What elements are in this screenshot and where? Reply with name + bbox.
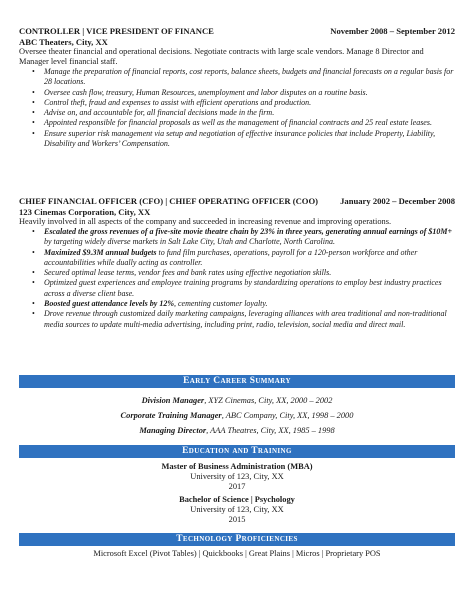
job-company: 123 Cinemas Corporation, City, XX [19,207,151,217]
bullet-text: Control theft, fraud and expenses to assist with efficient operations and production. [44,97,312,107]
job-bullet [44,248,455,269]
degree-year: 2015 [228,515,246,524]
career-role: Corporate Training Manager [120,411,222,420]
bullet-text: Optimized guest experiences and employee training programs by standardizing operations to employ best industry practices across a diverse client base. [44,278,442,298]
job-title: CONTROLLER | VICE PRESIDENT OF FINANCE [19,26,214,36]
bullet-highlight: Boosted guest attendance levels by 12% [44,299,174,309]
career-entry [19,411,455,421]
bullet-text: Appointed responsible for financial proposals as well as the management of financial contracts and 25 real estate leases. [44,118,432,128]
job-summary: Heavily involved in all aspects of the company and succeeded in increasing revenue and improving operations. [19,217,392,226]
degree-year: 2017 [228,482,246,491]
bullet-text: by targeting widely diverse markets in Salt Lake City, Utah and Charlotte, North Carolina. [44,237,335,247]
bullet-text: Secured optimal lease terms, vendor fees and bank rates using effective negotiation skills. [44,268,332,278]
career-entry [19,396,455,406]
degree-name: Master of Business Administration (MBA) [161,462,313,471]
job-bullet [44,268,455,278]
technology-list: Microsoft Excel (Pivot Tables) | Quickbooks | Great Plains | Micros | Proprietary POS [93,549,381,558]
job-bullet [44,129,455,150]
job-bullets [19,227,455,330]
degree-school: University of 123, City, XX [190,472,284,481]
job-bullets [19,67,455,149]
bullet-highlight: Escalated the gross revenues of a five-site movie theatre chain by 23% in three years, generating annual earnings of $10M+ [44,227,453,236]
bullet-text: Drove revenue through customized daily marketing campaigns, leveraging alliances with area traditional and non-traditional media sources to update multi-media advertising, including print, radio, television, social media and direct mail. [44,309,447,329]
job-bullet [44,278,455,299]
job-bullet [44,309,455,330]
education-entry [19,462,455,492]
career-detail: , XYZ Cinemas, City, XX, 2000 – 2002 [204,396,333,405]
job-header [19,26,455,37]
technology-heading: Technology Proficiencies [19,533,455,546]
job-controller [19,26,455,149]
job-bullet [44,98,455,108]
bullet-text: Advise on, and accountable for, all financial decisions made in the firm. [44,108,275,118]
bullet-text: Ensure superior risk management via setup and negotiation of effective insurance policies that include Property, Liability, Disability and Workers’ Compensation. [44,128,436,149]
job-bullet [44,299,455,309]
bullet-text: Manage the preparation of financial reports, cost reports, balance sheets, budgets and financial forecasts on a regular basis for 28 locations. [44,67,454,87]
job-dates: January 2002 – December 2008 [340,196,455,206]
bullet-text: Oversee cash flow, treasury, Human Resources, unemployment and labor disputes on a routine basis. [44,87,368,97]
degree-school: University of 123, City, XX [190,505,284,514]
bullet-text: to fund film purchases, operations, payroll for a 120-person workforce and other accountabilities while dually acting as controller. [44,247,418,267]
bullet-highlight: Maximized $9.3M annual budgets [44,247,157,257]
job-company: ABC Theaters, City, XX [19,37,108,47]
job-title: CHIEF FINANCIAL OFFICER (CFO) | CHIEF OPERATING OFFICER (COO) [19,196,319,206]
job-summary: Oversee theater financial and operational decisions. Negotiate contracts with large scale vendors. Manage 8 Director and Manager level financial staff. [19,47,424,66]
degree-name: Bachelor of Science | Psychology [179,495,295,504]
job-bullet [44,118,455,128]
career-role: Managing Director [139,426,207,435]
education-heading: Education and Training [19,445,455,458]
career-entry [19,426,455,436]
bullet-text: , cementing customer loyalty. [173,299,268,309]
job-bullet [44,88,455,98]
job-dates: November 2008 – September 2012 [330,26,455,36]
career-detail: , ABC Company, City, XX, 1998 – 2000 [221,411,354,420]
job-cfo-coo [19,196,455,330]
early-career-heading: Early Career Summary [19,375,455,388]
job-bullet [44,227,455,248]
job-bullet [44,67,455,88]
job-bullet [44,108,455,118]
career-role: Division Manager [141,396,205,405]
job-header [19,196,455,207]
education-entry [19,495,455,525]
career-detail: , AAA Theatres, City, XX, 1985 – 1998 [206,426,335,435]
